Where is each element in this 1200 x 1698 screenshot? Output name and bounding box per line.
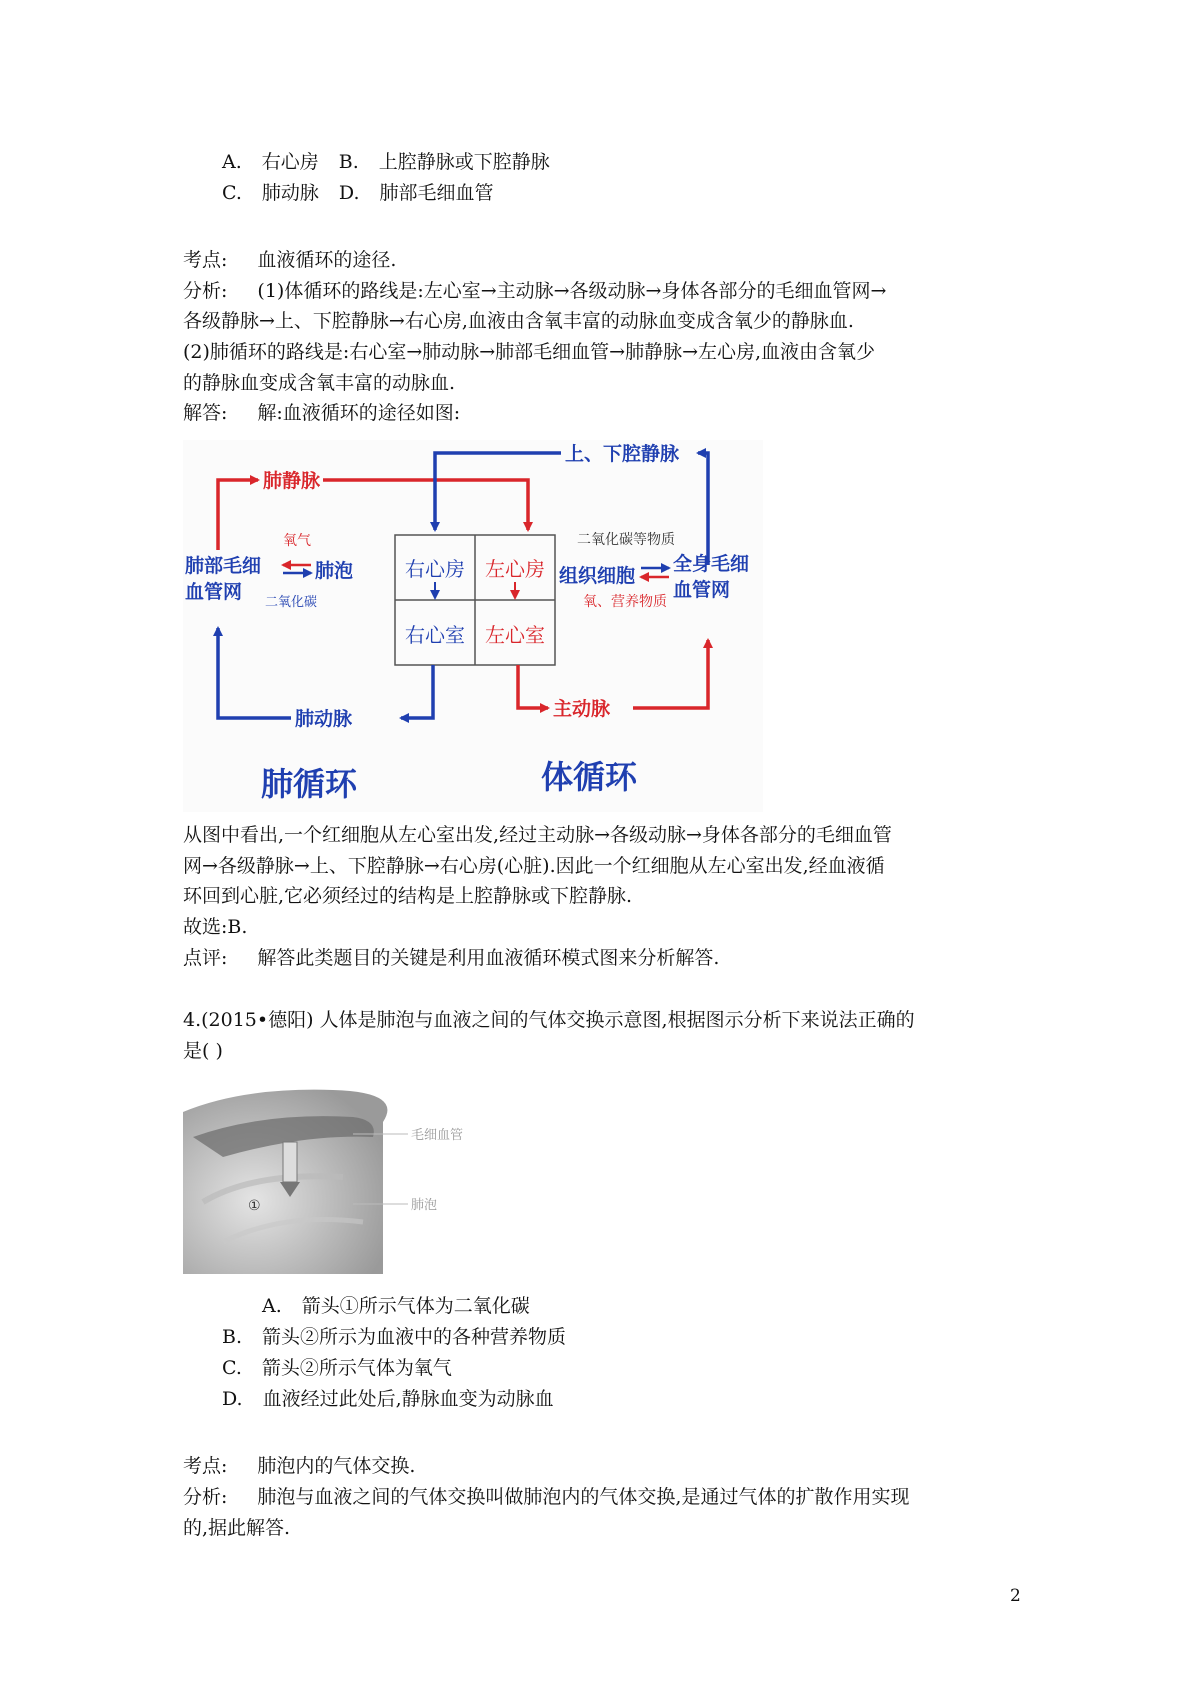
right-atrium-label: 右心房 [405,557,465,581]
q4-option-d-text: 血液经过此处后,静脉血变为动脉血 [262,1388,554,1410]
co2-etc-label: 二氧化碳等物质 [577,532,675,548]
option-c-key: C. [222,182,242,204]
fenxi-line-2: 各级静脉→上、下腔静脉→右心房,血液由含氧丰富的动脉血变成含氧少的静脉血. [183,310,854,332]
alveolus-gas-exchange-figure [183,1082,503,1274]
right-ventricle-label: 右心室 [405,623,465,647]
q4-option-d [222,1387,554,1411]
pulmonary-vein-label: 肺静脉 [263,470,321,492]
q4-option-d-key: D. [222,1388,243,1410]
q4-option-a-key: A. [262,1295,282,1317]
option-b-key: B. [338,151,359,173]
body-capillary-label-1: 全身毛细 [673,553,750,575]
fenxi-row [183,279,886,303]
q4-fenxi-line-2: 的,据此解答. [183,1517,291,1539]
left-ventricle-label: 左心室 [485,623,545,647]
option-c-text: 肺动脉 [261,182,319,204]
q4-option-c-text: 箭头②所示气体为氧气 [261,1357,452,1379]
answer-line: 故选:B. [183,916,248,938]
kaodian-label: 考点: [183,249,228,271]
tissue-cells-label: 组织细胞 [559,565,636,587]
after-line-3: 环回到心脏,它必须经过的结构是上腔静脉或下腔静脉. [183,885,633,907]
q4-option-b-key: B. [222,1326,243,1348]
option-a-key: A. [222,151,242,173]
q4-fenxi-line-1: 肺泡与血液之间的气体交换叫做肺泡内的气体交换,是通过气体的扩散作用实现 [257,1486,910,1508]
option-d-text: 肺部毛细血管 [379,182,494,204]
systemic-circulation-title: 体循环 [541,758,638,796]
q4-kaodian-label: 考点: [183,1455,228,1477]
pulmonary-artery-label: 肺动脉 [295,708,353,730]
blood-circulation-diagram [183,440,763,812]
capillary-caption: 毛细血管 [411,1128,464,1143]
co2-label: 二氧化碳 [265,595,318,610]
alveoli-label: 肺泡 [315,560,354,582]
q4-fenxi-label: 分析: [183,1486,228,1508]
q4-option-c-key: C. [222,1357,242,1379]
dianping-row [183,946,719,970]
pulmonary-circulation-title: 肺循环 [261,765,358,803]
page-number: 2 [1010,1586,1021,1606]
oxygen-label: 氧气 [283,533,311,549]
lung-capillary-label-1: 肺部毛细 [185,555,262,577]
jieda-text: 解:血液循环的途径如图: [257,402,461,424]
alveolus-caption: 肺泡 [411,1198,438,1213]
after-line-1: 从图中看出,一个红细胞从左心室出发,经过主动脉→各级动脉→身体各部分的毛细血管 [183,824,892,846]
option-d-key: D. [338,182,360,204]
aorta-path [518,640,708,708]
after-line-2: 网→各级静脉→上、下腔静脉→右心房(心脏).因此一个红细胞从左心室出发,经血液循 [183,855,885,877]
body-capillary-label-2: 血管网 [673,579,731,601]
q4-kaodian-text: 肺泡内的气体交换. [257,1455,416,1477]
figure-marker-1: ① [248,1198,261,1214]
oxygen-nutrients-label: 氧、营养物质 [583,594,667,610]
left-atrium-label: 左心房 [485,557,545,581]
q4-option-c [222,1356,452,1380]
jieda-label: 解答: [183,402,228,424]
q4-kaodian-row [183,1454,415,1478]
q4-stem-line-1: 4.(2015•德阳) 人体是肺泡与血液之间的气体交换示意图,根据图示分析下来说法正确的 [183,1009,915,1031]
pulmonary-artery-path [218,628,435,718]
aorta-label: 主动脉 [553,698,611,720]
jieda-row [183,401,460,425]
fenxi-line-3: (2)肺循环的路线是:右心室→肺动脉→肺部毛细血管→肺静脉→左心房,血液由含氧少 [183,341,876,363]
option-b-text: 上腔静脉或下腔静脉 [378,151,550,173]
kaodian-text: 血液循环的途径. [257,249,397,271]
fenxi-line-1: (1)体循环的路线是:左心室→主动脉→各级动脉→身体各部分的毛细血管网→ [257,280,887,302]
dianping-text: 解答此类题目的关键是利用血液循环模式图来分析解答. [257,947,720,969]
fenxi-line-4: 的静脉血变成含氧丰富的动脉血. [183,372,456,394]
vena-cava-label: 上、下腔静脉 [565,443,680,465]
dianping-label: 点评: [183,947,228,969]
option-a-text: 右心房 [261,151,319,173]
q4-option-a-text: 箭头①所示气体为二氧化碳 [301,1295,530,1317]
kaodian-row [183,248,396,272]
q4-option-b [222,1325,566,1349]
q4-fenxi-row [183,1485,909,1509]
option-row-ab [222,150,550,174]
q4-stem-line-2: 是( ) [183,1040,223,1062]
lung-capillary-label-2: 血管网 [185,581,243,603]
fenxi-label: 分析: [183,280,228,302]
option-row-cd [222,181,494,205]
vena-cava-path [435,453,708,565]
q4-option-a [262,1294,530,1318]
q4-option-b-text: 箭头②所示为血液中的各种营养物质 [262,1326,567,1348]
